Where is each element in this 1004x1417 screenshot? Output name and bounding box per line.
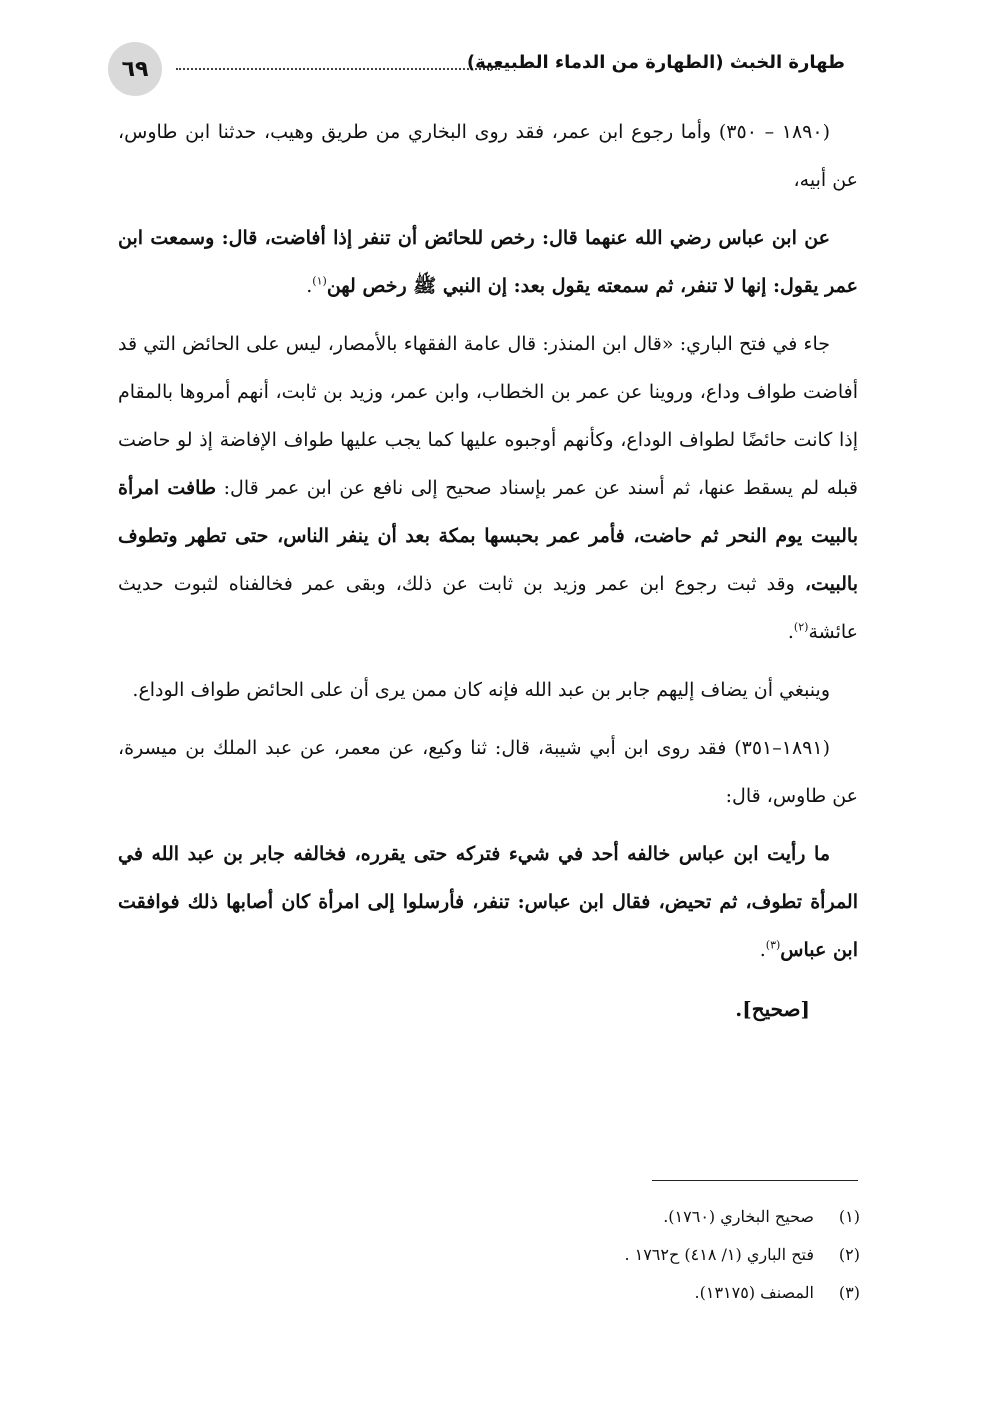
footnote-text: فتح الباري (١/ ٤١٨) ح١٧٦٢ . [624, 1245, 814, 1264]
footnote-reference: (٣) [765, 938, 781, 952]
footnote-text: صحيح البخاري (١٧٦٠). [663, 1207, 814, 1226]
text-run: . [759, 939, 766, 961]
footnote-item [300, 1274, 860, 1312]
text-run: (١٨٩١–٣٥١) فقد روى ابن أبي شيبة، قال: ثنا وكيع، عن معمر، عن عبد الملك بن ميسرة، عن طاوس، قال: [118, 737, 858, 807]
footnote-separator [652, 1180, 858, 1181]
footnote-item [300, 1236, 860, 1274]
text-run: جاء في فتح الباري: «قال ابن المنذر: قال عامة الفقهاء بالأمصار، ليس على الحائض التي قد أفاضت طواف وداع، وروينا عن عمر بن الخطاب، وابن عمر، وزيد بن ثابت، أنهم أمروها بالمقام إذا كانت حائضًا لطواف الوداع، وكأنهم أوجبوه عليها كما يجب عليها طواف الإفاضة إذ لو حاضت قبله لم يسقط عنها، ثم أسند عن عمر بإسناد صحيح إلى نافع عن ابن عمر قال: [118, 333, 858, 499]
paragraph [118, 830, 858, 974]
header-dotted-leader [176, 68, 500, 70]
quoted-text: عن ابن عباس رضي الله عنهما قال: رخص للحائض أن تنفر إذا أفاضت، قال: وسمعت ابن عمر يقول: إنها لا تنفر، ثم سمعته يقول بعد: إن النبي ﷺ رخص لهن [118, 227, 858, 297]
body-text [118, 108, 858, 1034]
quoted-text: ما رأيت ابن عباس خالفه أحد في شيء فتركه حتى يقرره، فخالفه جابر بن عبد الله في المرأة تطوف، ثم تحيض، فقال ابن عباس: تنفر، فأرسلوا إلى امرأة كان أصابها ذلك فوافقت ابن عباس [118, 843, 858, 961]
footnote-number: (٢) [838, 1245, 860, 1264]
running-title: طهارة الخبث (الطهارة من الدماء الطبيعية) [466, 52, 845, 73]
text-run: وقد ثبت رجوع ابن عمر وزيد بن ثابت عن ذلك، وبقى عمر فخالفناه لثبوت حديث عائشة [118, 573, 858, 643]
page-number: ٦٩ [121, 56, 149, 82]
paragraph [118, 320, 858, 656]
footnote-number: (١) [838, 1207, 860, 1226]
verdict: [صحيح]. [735, 997, 810, 1021]
paragraph [118, 666, 858, 714]
text-run: . [306, 275, 313, 297]
footnote-text: المصنف (١٣١٧٥). [694, 1283, 814, 1302]
footnote-reference: (٢) [793, 620, 809, 634]
text-run: وينبغي أن يضاف إليهم جابر بن عبد الله فإنه كان ممن يرى أن على الحائض طواف الوداع. [132, 679, 830, 701]
quoted-text: طافت امرأة بالبيت يوم النحر ثم حاضت، فأمر عمر بحبسها بمكة بعد أن ينفر الناس، حتى تطهر وتطوف بالبيت، [118, 477, 858, 595]
footnote-reference: (١) [312, 274, 327, 288]
footnote-number: (٣) [838, 1283, 860, 1302]
paragraph [118, 108, 858, 204]
footnote-item [300, 1198, 860, 1236]
paragraph [118, 214, 858, 310]
page-header [108, 42, 845, 98]
text-run: (١٨٩٠ – ٣٥٠) وأما رجوع ابن عمر، فقد روى البخاري من طريق وهيب، حدثنا ابن طاوس، عن أبيه، [118, 121, 858, 191]
paragraph [118, 724, 858, 820]
footnotes [300, 1198, 860, 1312]
text-run: . [787, 621, 794, 643]
page-number-badge [108, 42, 162, 96]
